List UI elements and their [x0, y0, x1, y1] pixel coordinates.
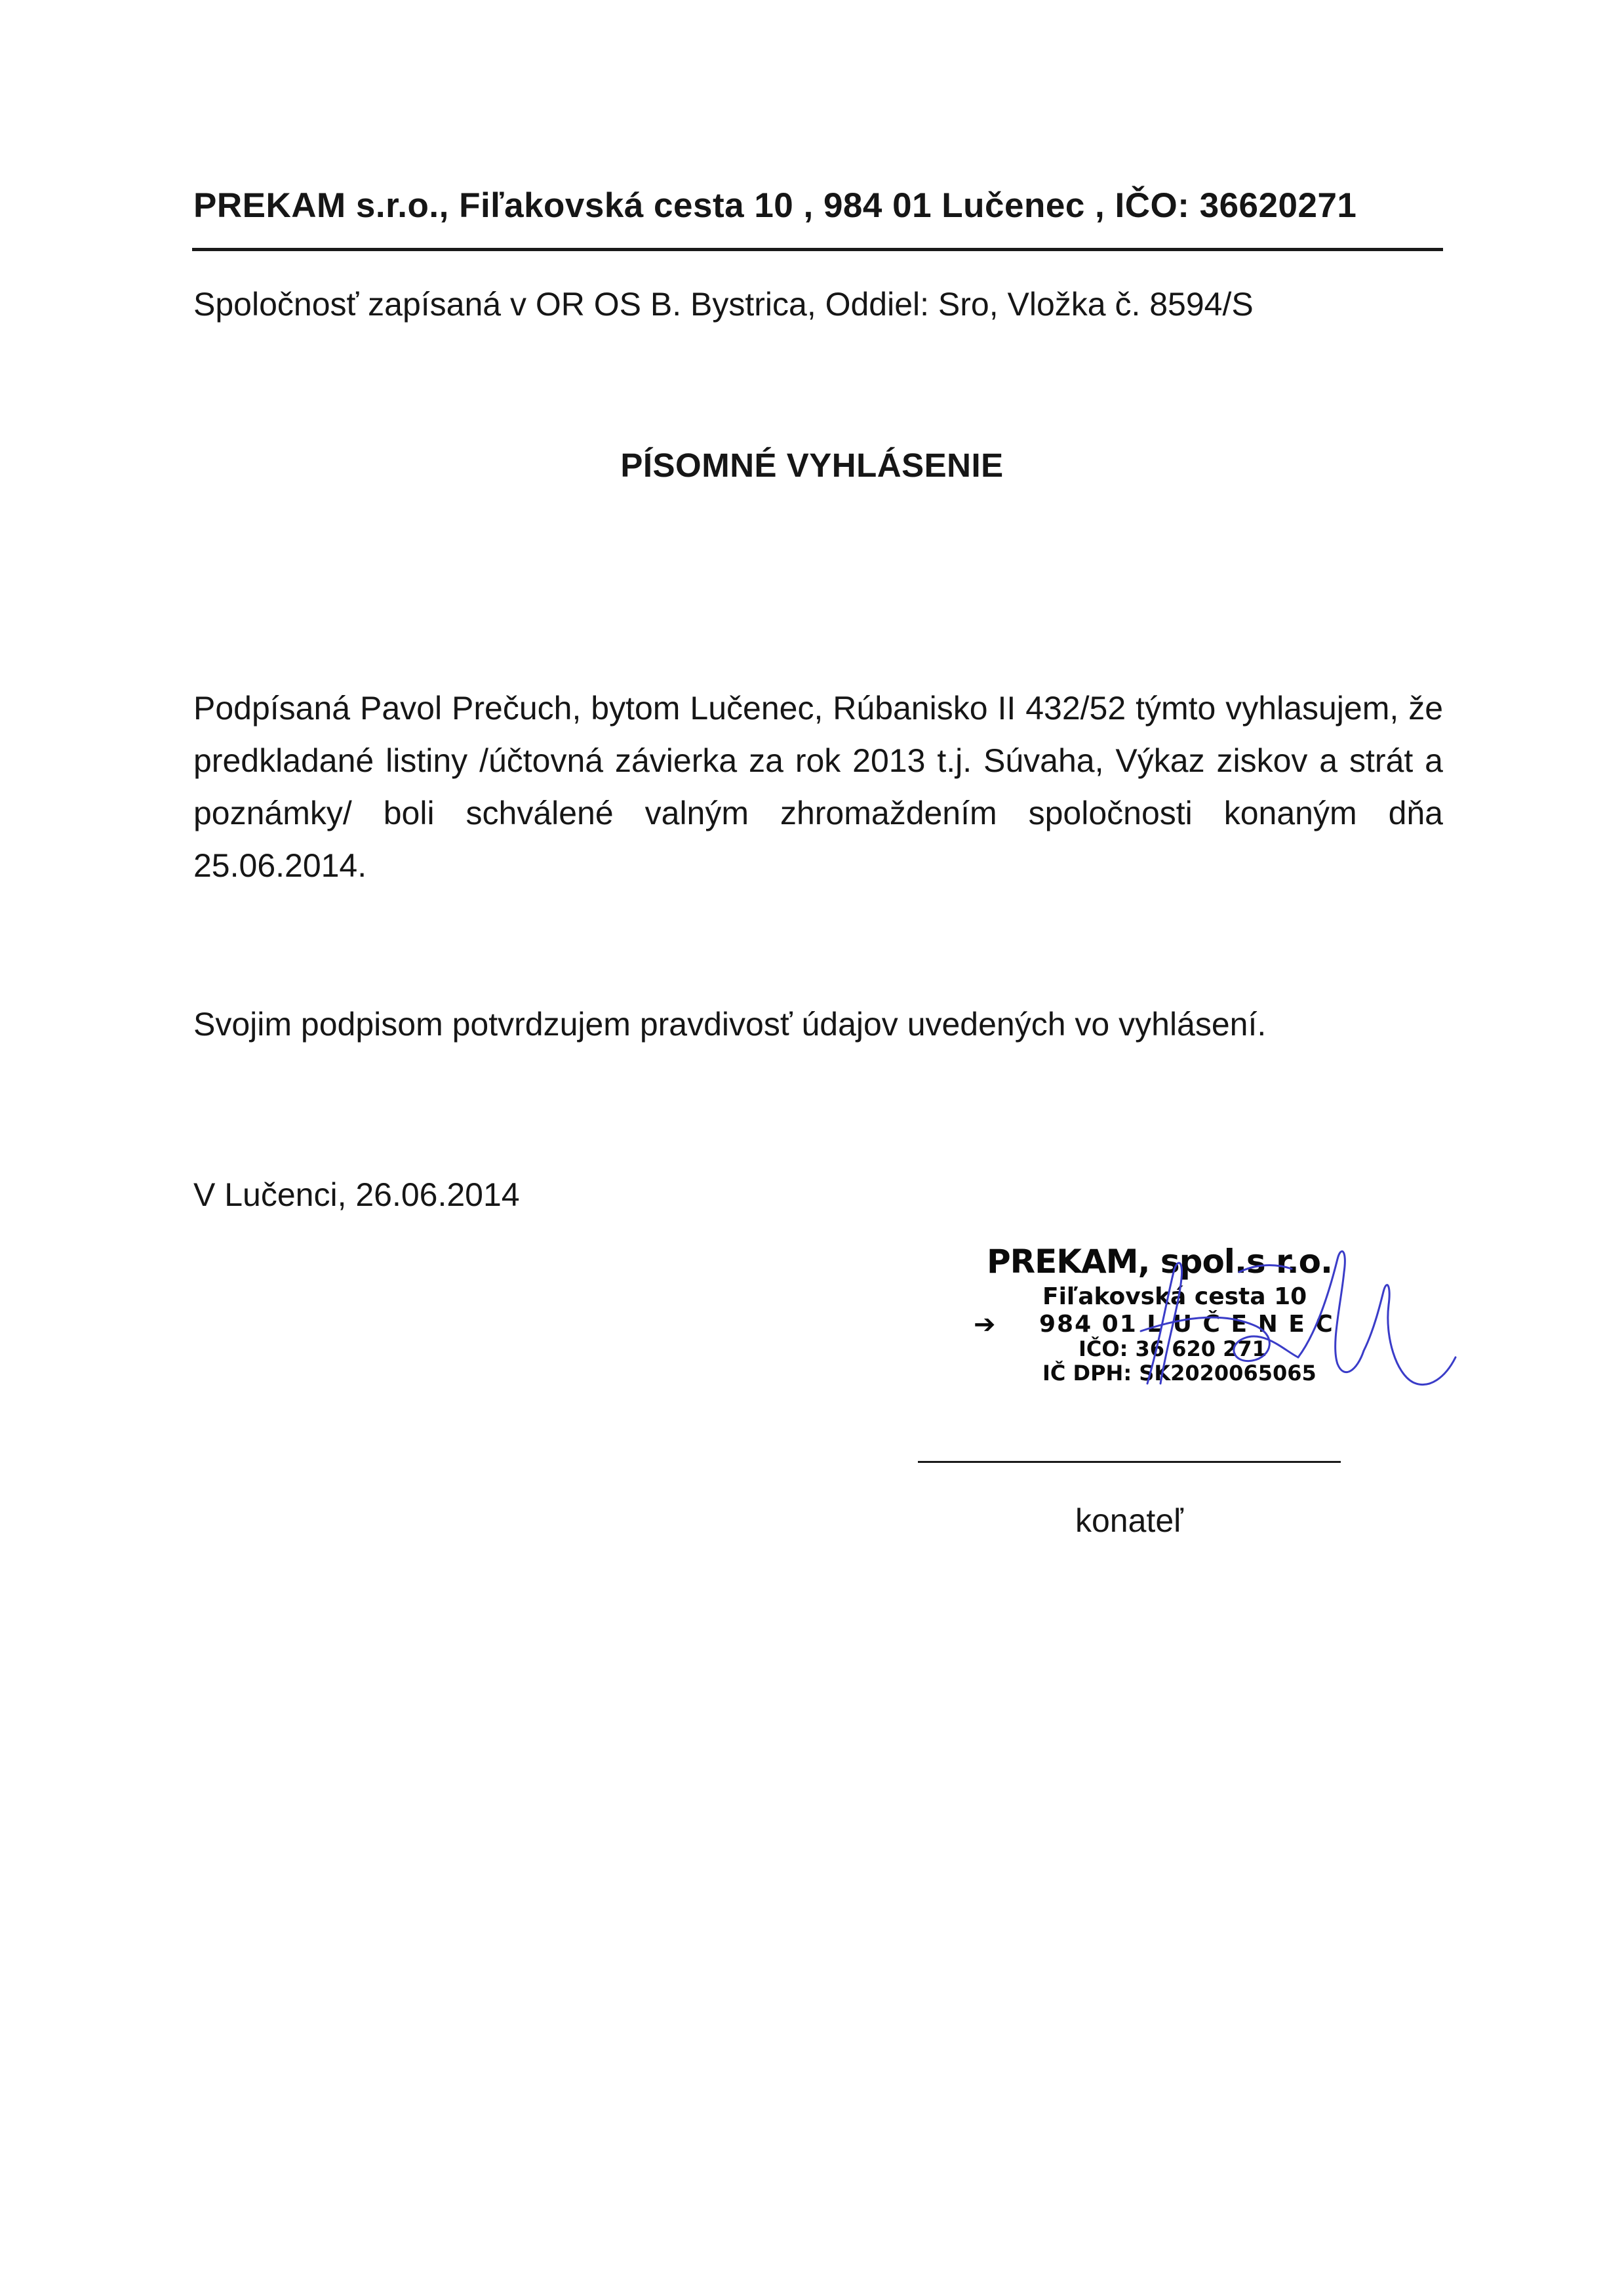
stamp-ico: IČO: 36 620 271 — [1079, 1336, 1267, 1361]
stamp-vat-id: IČ DPH: SK2020065065 — [1042, 1361, 1317, 1386]
company-header: PREKAM s.r.o., Fiľakovská cesta 10 , 984 01 Lučenec , IČO: 36620271 — [193, 186, 1357, 225]
document-title: PÍSOMNÉ VYHLÁSENIE — [620, 447, 1004, 484]
place-and-date: V Lučenci, 26.06.2014 — [193, 1176, 520, 1213]
signatory-role: konateľ — [1075, 1502, 1183, 1539]
signature-line — [918, 1461, 1341, 1463]
registry-info: Spoločnosť zapísaná v OR OS B. Bystrica, Oddiel: Sro, Vložka č. 8594/S — [193, 286, 1254, 323]
handwritten-signature — [1121, 1233, 1462, 1429]
confirmation-statement: Svojim podpisom potvrdzujem pravdivosť údajov uvedených vo vyhlásení. — [193, 1006, 1267, 1043]
header-divider — [192, 248, 1443, 251]
arrow-icon: ➔ — [974, 1309, 996, 1340]
stamp-city: 984 01 L U Č E N E C — [1039, 1311, 1334, 1338]
stamp-company-name: PREKAM, spol.s r.o. — [987, 1243, 1332, 1281]
stamp-street: Fiľakovská cesta 10 — [1042, 1283, 1307, 1310]
declaration-paragraph: Podpísaná Pavol Prečuch, bytom Lučenec, Rúbanisko II 432/52 týmto vyhlasujem, že predkladané listiny /účtovná závierka za rok 2013 t.j. Súvaha, Výkaz ziskov a strát a poznámky/ boli schválené valným zhromaždením spoločnosti konaným dňa 25.06.2014. — [193, 690, 1443, 884]
